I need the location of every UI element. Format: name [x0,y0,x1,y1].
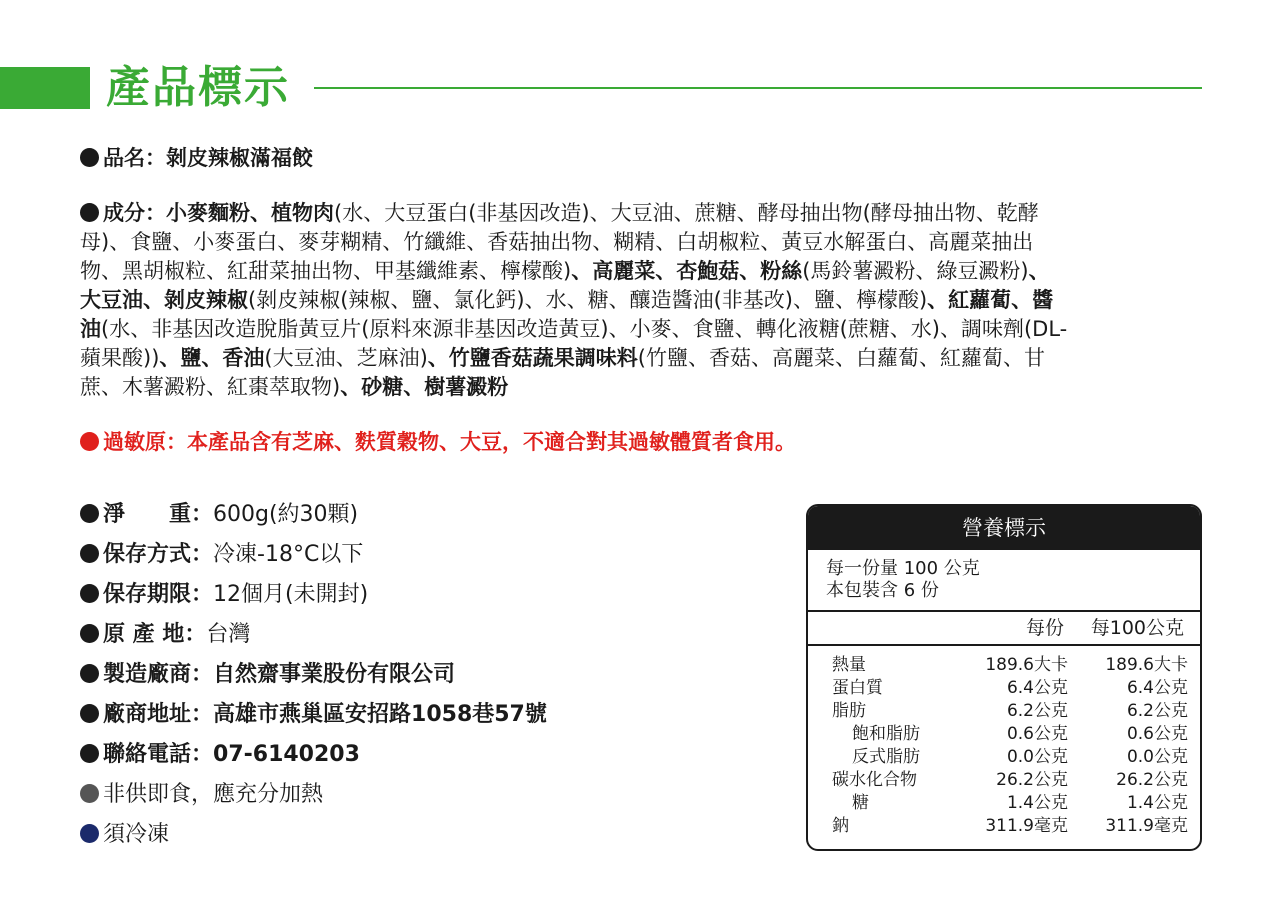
ingredients-block [80,199,1204,402]
nutrient-per-100g: 311.9毫克 [1105,816,1188,836]
ingredients-line-0 [166,201,1039,225]
ingredient-segment: 物、黑胡椒粒、紅甜菜抽出物、甲基纖維素、檸檬酸) [80,259,572,283]
ingredient-segment: 母)、食鹽、小麥蛋白、麥芽糊精、竹纖維、香菇抽出物、糊精、白胡椒粒、黃豆水解蛋白、高麗菜抽出 [80,230,1034,254]
spec-value: 600g(約30顆) [213,502,359,527]
ingredient-segment: (水、非基因改造脫脂黃豆片(原料來源非基因改造黃豆)、小麥、食鹽、轉化液糖(蔗糖、水)、調味劑(DL- [101,317,1068,341]
product-name-label: 品名： [103,146,166,170]
spec-value: 台灣 [206,622,251,647]
spec-phone [80,740,360,770]
nutrition-row [832,769,1188,792]
nutrient-per-100g: 0.6公克 [1126,724,1188,744]
nutrient-name: 飽和脂肪 [852,724,920,744]
nutrition-row [832,723,1188,746]
note-heat-before-eating [80,780,323,810]
spec-storage-method [80,540,363,570]
spec-origin [80,620,250,650]
bullet-icon [80,584,99,603]
ingredients-line [80,344,1204,373]
nutrient-name: 碳水化合物 [832,770,917,790]
ingredient-segment: 蘋果酸)) [80,346,160,370]
ingredient-segment: (水、大豆蛋白(非基因改造)、大豆油、蔗糖、酵母抽出物(酵母抽出物、乾酵 [334,201,1039,225]
servings-per-package: 本包裝含 6 份 [826,580,939,601]
spec-value: 07-6140203 [213,742,360,767]
note-keep-frozen [80,820,169,850]
nutrition-column-headers [808,614,1200,642]
ingredient-bold-segment: 、砂糖、樹薯澱粉 [340,375,509,399]
nutrition-row [832,815,1188,838]
spec-label: 保存期限： [103,582,214,607]
ingredient-segment: (剝皮辣椒(辣椒、鹽、氯化鈣)、水、糖、釀造醬油(非基改)、鹽、檸檬酸) [248,288,928,312]
bullet-icon [80,544,99,563]
ingredient-bold-segment: 、 [1028,259,1050,283]
nutrition-title: 營養標示 [808,506,1200,550]
serving-size: 每一份量 100 公克 [826,558,980,579]
header-accent-block [0,67,90,109]
ingredients-line [80,199,1204,228]
nutrition-divider [808,610,1200,612]
nutrition-row [832,746,1188,769]
bullet-icon [80,148,99,167]
nutrition-divider [808,644,1200,646]
ingredient-bold-segment: 、高麗菜、杏鮑菇、粉絲 [571,259,803,283]
allergen-row [80,427,796,457]
nutrient-per-100g: 6.2公克 [1126,701,1188,721]
spec-address [80,700,547,730]
nutrient-per-serving: 0.0公克 [1006,747,1068,767]
ingredients-line [80,286,1204,315]
spec-shelf-life [80,580,368,610]
spec-label: 廠商地址： [103,702,214,727]
ingredients-label: 成分： [103,201,166,225]
product-name-value: 剝皮辣椒滿福餃 [166,146,313,170]
spec-value: 冷凍-18°C以下 [213,542,364,567]
nutrient-name: 脂肪 [832,701,866,721]
product-name-row [80,143,313,173]
bullet-icon [80,704,99,723]
ingredients-line [80,373,1204,402]
bullet-icon [80,744,99,763]
ingredients-line [80,228,1204,257]
nutrient-per-serving: 0.6公克 [1006,724,1068,744]
spec-label: 淨 重： [103,502,214,527]
bullet-icon [80,664,99,683]
nutrition-panel [806,504,1202,851]
nutrient-per-serving: 6.4公克 [1006,678,1068,698]
nutrient-per-100g: 189.6大卡 [1105,655,1188,675]
ingredient-segment: (竹鹽、香菇、高麗菜、白蘿蔔、紅蘿蔔、甘 [637,346,1045,370]
ingredients-line [80,257,1204,286]
nutrient-per-serving: 189.6大卡 [985,655,1068,675]
title-divider [314,87,1202,89]
nutrition-table [832,654,1188,838]
nutrient-name: 鈉 [832,816,849,836]
nutrition-serving-info [826,558,980,602]
spec-value: 自然齋事業股份有限公司 [213,662,456,687]
bullet-icon [80,504,99,523]
bullet-icon [80,624,99,643]
note-text: 非供即食，應充分加熱 [103,782,324,807]
ingredient-bold-segment: 油 [80,317,101,341]
spec-net-weight [80,500,358,530]
nutrient-per-serving: 6.2公克 [1006,701,1068,721]
ingredient-segment: (馬鈴薯澱粉、綠豆澱粉) [802,259,1029,283]
spec-manufacturer [80,660,455,690]
ingredient-bold-segment: 、竹鹽香菇蔬果調味料 [427,346,638,370]
bullet-icon [80,824,99,843]
spec-label: 保存方式： [103,542,214,567]
ingredients-line [80,315,1204,344]
bullet-icon [80,784,99,803]
nutrient-name: 蛋白質 [832,678,883,698]
spec-value: 高雄市燕巢區安招路1058巷57號 [213,702,547,727]
nutrition-row [832,700,1188,723]
col-per-100g: 每100公克 [1090,617,1184,639]
ingredient-segment: 蔗、木薯澱粉、紅棗萃取物) [80,375,341,399]
ingredient-segment: (大豆油、芝麻油) [264,346,428,370]
nutrient-per-serving: 26.2公克 [996,770,1068,790]
spec-label: 製造廠商： [103,662,214,687]
nutrition-row [832,792,1188,815]
ingredient-bold-segment: 小麥麵粉、植物肉 [166,201,334,225]
col-per-serving: 每份 [1025,617,1064,639]
page-title: 產品標示 [106,62,290,113]
spec-value: 12個月(未開封) [213,582,369,607]
ingredient-bold-segment: 、鹽、香油 [159,346,265,370]
nutrient-per-100g: 6.4公克 [1126,678,1188,698]
nutrient-per-serving: 311.9毫克 [985,816,1068,836]
nutrient-name: 糖 [852,793,869,813]
note-text: 須冷凍 [103,822,170,847]
nutrient-per-100g: 26.2公克 [1116,770,1188,790]
allergen-text: 過敏原：本產品含有芝麻、麩質穀物、大豆，不適合對其過敏體質者食用。 [103,430,796,454]
spec-label: 原 產 地： [103,622,207,647]
nutrient-name: 反式脂肪 [852,747,920,767]
bullet-icon [80,203,99,222]
spec-label: 聯絡電話： [103,742,214,767]
nutrient-per-serving: 1.4公克 [1006,793,1068,813]
ingredient-bold-segment: 大豆油、剝皮辣椒 [80,288,248,312]
bullet-icon [80,432,99,451]
nutrient-per-100g: 0.0公克 [1126,747,1188,767]
nutrition-row [832,677,1188,700]
nutrient-name: 熱量 [832,655,866,675]
nutrition-row [832,654,1188,677]
nutrient-per-100g: 1.4公克 [1126,793,1188,813]
ingredient-bold-segment: 、紅蘿蔔、醬 [927,288,1054,312]
